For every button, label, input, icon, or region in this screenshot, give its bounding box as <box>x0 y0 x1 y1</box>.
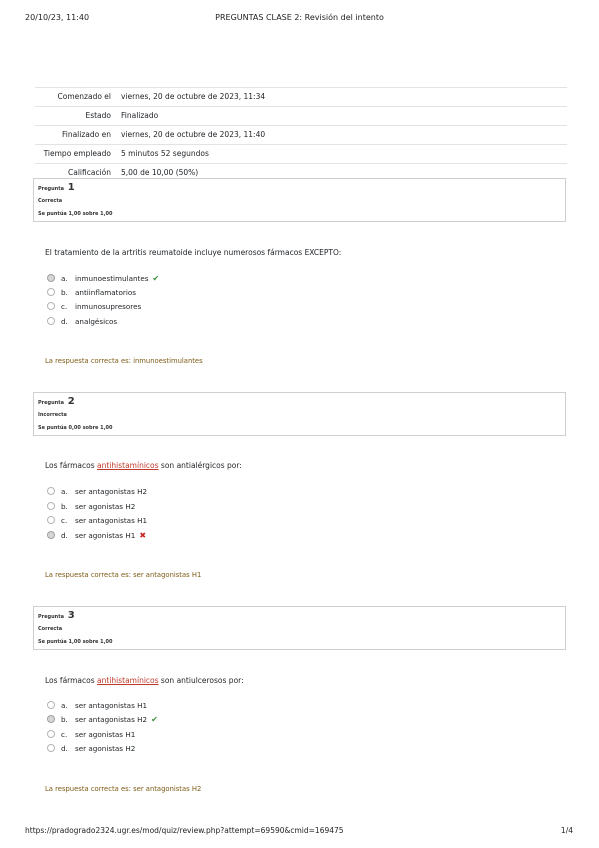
answer-option[interactable] <box>47 743 135 755</box>
option-text: ser antagonistas H2 <box>75 487 148 496</box>
page-number: 1/4 <box>560 826 573 835</box>
answer-option[interactable] <box>47 700 147 712</box>
cross-icon: ✖ <box>139 531 147 540</box>
correct-answer-feedback: La respuesta correcta es: inmunoestimulantes <box>45 357 203 365</box>
option-letter: c. <box>61 516 68 525</box>
question-info-2 <box>33 392 566 436</box>
question-label: Pregunta <box>38 614 64 620</box>
question-text-2 <box>45 461 242 470</box>
option-text: ser agonistas H1 <box>75 730 136 739</box>
option-letter: b. <box>61 502 68 511</box>
option-letter: b. <box>61 715 68 724</box>
summary-value: 5 minutos 52 segundos <box>117 145 567 164</box>
option-text: analgésicos <box>75 317 118 326</box>
question-text-1 <box>45 248 341 257</box>
answer-option[interactable] <box>47 729 135 741</box>
glossary-link[interactable]: antihistamínicos <box>97 676 159 685</box>
summary-row-time <box>35 145 567 164</box>
summary-value: viernes, 20 de octubre de 2023, 11:40 <box>117 126 567 145</box>
question-state: Correcta <box>38 626 63 632</box>
question-info-1 <box>33 178 566 222</box>
summary-value: 5,00 de 10,00 (50%) <box>117 164 567 183</box>
option-text: ser agonistas H2 <box>75 502 136 511</box>
question-text: son antialérgicos por: <box>158 461 242 470</box>
radio-button[interactable] <box>47 531 55 539</box>
radio-button[interactable] <box>47 730 55 738</box>
option-letter: d. <box>61 531 68 540</box>
check-icon: ✔ <box>152 274 160 283</box>
answer-option[interactable] <box>47 714 158 726</box>
answer-option[interactable] <box>47 486 147 498</box>
answer-option[interactable] <box>47 316 117 328</box>
answer-option[interactable] <box>47 515 147 527</box>
correct-answer-feedback: La respuesta correcta es: ser antagonistas H1 <box>45 571 202 579</box>
question-number-value: 2 <box>67 396 75 407</box>
question-number <box>38 396 75 407</box>
question-info-3 <box>33 606 566 650</box>
answer-option[interactable] <box>47 501 135 513</box>
glossary-link[interactable]: antihistamínicos <box>97 461 159 470</box>
question-text: son antiulcerosos por: <box>158 676 244 685</box>
page-url: https://pradogrado2324.ugr.es/mod/quiz/review.php?attempt=69590&cmid=169475 <box>25 826 344 835</box>
summary-row-finished <box>35 126 567 145</box>
question-number <box>38 182 75 193</box>
option-text: antiinflamatorios <box>75 288 136 297</box>
correct-answer-feedback: La respuesta correcta es: ser antagonistas H2 <box>45 785 202 793</box>
summary-row-state <box>35 107 567 126</box>
answer-option[interactable] <box>47 287 136 299</box>
question-number <box>38 610 75 621</box>
radio-button[interactable] <box>47 744 55 752</box>
option-letter: c. <box>61 302 68 311</box>
option-text: inmunoestimulantes <box>75 274 149 283</box>
question-number-value: 1 <box>67 182 75 193</box>
option-text: ser antagonistas H2 <box>75 715 148 724</box>
radio-button[interactable] <box>47 302 55 310</box>
radio-button[interactable] <box>47 502 55 510</box>
attempt-summary-table <box>35 87 567 183</box>
option-letter: d. <box>61 744 68 753</box>
summary-key: Calificación <box>35 164 117 183</box>
option-text: ser agonistas H2 <box>75 744 136 753</box>
radio-button[interactable] <box>47 701 55 709</box>
radio-button[interactable] <box>47 317 55 325</box>
check-icon: ✔ <box>151 715 158 724</box>
summary-key: Comenzado el <box>35 88 117 107</box>
summary-key: Tiempo empleado <box>35 145 117 164</box>
question-label: Pregunta <box>38 400 64 406</box>
option-text: inmunosupresores <box>75 302 142 311</box>
option-letter: d. <box>61 317 68 326</box>
print-datetime: 20/10/23, 11:40 <box>25 13 90 22</box>
question-text: El tratamiento de la artritis reumatoide incluye numerosos fármacos EXCEPTO: <box>45 248 342 257</box>
summary-value: viernes, 20 de octubre de 2023, 11:34 <box>117 88 567 107</box>
page-title: PREGUNTAS CLASE 2: Revisión del intento <box>215 13 384 22</box>
option-text: ser agonistas H1 <box>75 531 136 540</box>
summary-row-started <box>35 88 567 107</box>
question-text: Los fármacos <box>45 461 98 470</box>
summary-key: Estado <box>35 107 117 126</box>
option-text: ser antagonistas H1 <box>75 701 148 710</box>
radio-button[interactable] <box>47 516 55 524</box>
radio-button[interactable] <box>47 274 55 282</box>
question-state: Incorrecta <box>38 412 67 418</box>
question-number-value: 3 <box>67 610 75 621</box>
answer-option[interactable] <box>47 273 159 285</box>
summary-key: Finalizado en <box>35 126 117 145</box>
question-label: Pregunta <box>38 186 64 192</box>
option-letter: a. <box>61 701 68 710</box>
option-text: ser antagonistas H1 <box>75 516 148 525</box>
answer-option[interactable] <box>47 301 141 313</box>
question-grade: Se puntúa 1,00 sobre 1,00 <box>38 211 113 217</box>
radio-button[interactable] <box>47 288 55 296</box>
option-letter: a. <box>61 274 68 283</box>
radio-button[interactable] <box>47 715 55 723</box>
question-grade: Se puntúa 1,00 sobre 1,00 <box>38 639 113 645</box>
answer-option[interactable] <box>47 530 146 542</box>
option-letter: c. <box>61 730 68 739</box>
question-text-3 <box>45 676 244 685</box>
question-text: Los fármacos <box>45 676 98 685</box>
radio-button[interactable] <box>47 487 55 495</box>
question-grade: Se puntúa 0,00 sobre 1,00 <box>38 425 113 431</box>
option-letter: a. <box>61 487 68 496</box>
summary-value: Finalizado <box>117 107 567 126</box>
question-state: Correcta <box>38 198 63 204</box>
option-letter: b. <box>61 288 68 297</box>
